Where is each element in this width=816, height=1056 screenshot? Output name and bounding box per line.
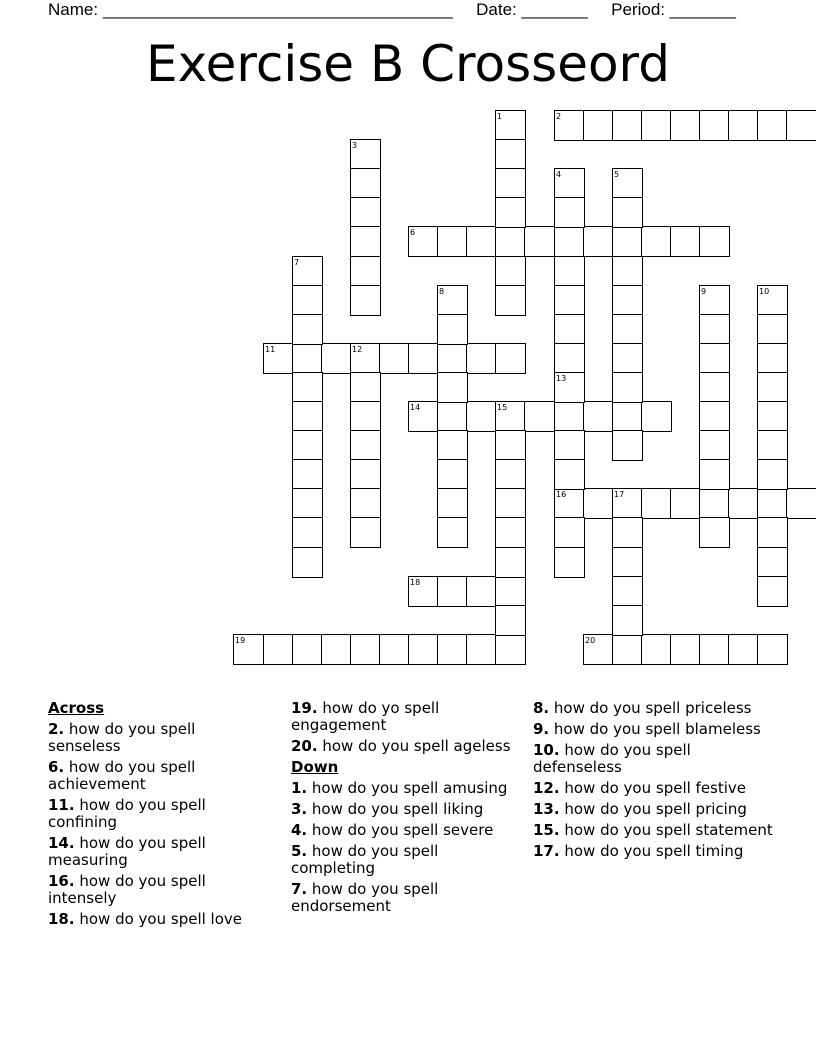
clue-down-15: 15. how do you spell statement (533, 821, 773, 839)
clue-across-16: 16. how do you spell intensely (48, 872, 206, 907)
grid-cell[interactable] (554, 459, 585, 490)
grid-cell[interactable] (437, 517, 468, 548)
clue-number-label: 20 (585, 636, 596, 645)
clue-number-label: 17 (614, 490, 625, 499)
clue-across-6: 6. how do you spell achievement (48, 758, 196, 793)
grid-cell[interactable] (466, 343, 497, 374)
grid-cell[interactable] (583, 401, 614, 432)
grid-cell[interactable] (757, 547, 788, 578)
clue-down-8: 8. how do you spell priceless (533, 699, 752, 717)
grid-cell[interactable] (786, 488, 816, 519)
grid-cell[interactable] (612, 547, 643, 578)
grid-cell[interactable] (699, 517, 730, 548)
grid-cell[interactable] (437, 576, 468, 607)
grid-cell[interactable] (757, 576, 788, 607)
grid-cell[interactable] (641, 401, 672, 432)
clue-across-14: 14. how do you spell measuring (48, 834, 206, 869)
grid-cell[interactable] (495, 168, 526, 199)
period-blank: _______ (669, 0, 736, 19)
grid-cell[interactable] (757, 459, 788, 490)
grid-cell[interactable] (495, 605, 526, 636)
grid-cell[interactable] (292, 488, 323, 519)
grid-cell[interactable] (437, 343, 468, 374)
grid-cell[interactable] (495, 547, 526, 578)
grid-cell[interactable] (524, 226, 555, 257)
grid-cell[interactable] (495, 197, 526, 228)
grid-cell[interactable] (699, 634, 730, 665)
grid-cell[interactable] (495, 634, 526, 665)
grid-cell[interactable] (786, 110, 816, 141)
clue-number-label: 9 (701, 287, 707, 296)
grid-cell[interactable] (612, 285, 643, 316)
grid-cell[interactable] (437, 226, 468, 257)
grid-cell[interactable] (379, 634, 410, 665)
clue-across-11: 11. how do you spell confining (48, 796, 206, 831)
grid-cell[interactable] (583, 226, 614, 257)
clue-across-19: 19. how do yo spell engagement (291, 699, 440, 734)
grid-cell[interactable] (757, 110, 788, 141)
grid-cell[interactable] (466, 401, 497, 432)
clue-number-label: 3 (352, 141, 358, 150)
grid-cell[interactable] (350, 226, 381, 257)
name-blank: _____________________________________ (102, 0, 453, 19)
grid-cell[interactable] (757, 517, 788, 548)
clue-down-7: 7. how do you spell endorsement (291, 880, 439, 915)
down-heading: Down (291, 758, 339, 776)
grid-cell[interactable] (670, 226, 701, 257)
grid-cell[interactable] (554, 285, 585, 316)
grid-cell[interactable] (350, 256, 381, 287)
grid-cell[interactable] (728, 634, 759, 665)
grid-cell[interactable] (612, 430, 643, 461)
grid-cell[interactable] (437, 488, 468, 519)
grid-cell[interactable] (554, 226, 585, 257)
clues-column-2 (291, 700, 521, 919)
grid-cell[interactable] (612, 110, 643, 141)
clue-down-10: 10. how do you spell defenseless (533, 741, 691, 776)
grid-cell[interactable] (757, 314, 788, 345)
grid-cell[interactable] (612, 634, 643, 665)
grid-cell[interactable] (699, 372, 730, 403)
clue-number-label: 14 (410, 403, 421, 412)
grid-cell[interactable] (757, 343, 788, 374)
grid-cell[interactable] (554, 517, 585, 548)
grid-cell[interactable] (292, 547, 323, 578)
grid-cell[interactable] (612, 605, 643, 636)
clue-across-2: 2. how do you spell senseless (48, 720, 196, 755)
clue-down-5: 5. how do you spell completing (291, 842, 439, 877)
clue-number-label: 8 (439, 287, 445, 296)
clue-down-3: 3. how do you spell liking (291, 800, 484, 818)
grid-cell[interactable] (554, 256, 585, 287)
grid-cell[interactable] (554, 197, 585, 228)
grid-cell[interactable] (728, 110, 759, 141)
grid-cell[interactable] (350, 488, 381, 519)
grid-cell[interactable] (757, 372, 788, 403)
clue-number-label: 12 (352, 345, 363, 354)
grid-cell[interactable] (495, 256, 526, 287)
grid-cell[interactable] (292, 285, 323, 316)
clues-column-3 (533, 700, 773, 864)
grid-cell[interactable] (437, 430, 468, 461)
page-title: Exercise B Crosseord (146, 35, 670, 93)
grid-cell[interactable] (612, 401, 643, 432)
grid-cell[interactable] (670, 488, 701, 519)
grid-cell[interactable] (495, 430, 526, 461)
grid-cell[interactable] (670, 110, 701, 141)
grid-cell[interactable] (350, 517, 381, 548)
clue-number-label: 16 (556, 490, 567, 499)
grid-cell[interactable] (292, 401, 323, 432)
grid-cell[interactable] (699, 110, 730, 141)
grid-cell[interactable] (612, 343, 643, 374)
clue-number-label: 10 (759, 287, 770, 296)
grid-cell[interactable] (699, 401, 730, 432)
clue-number-label: 13 (556, 374, 567, 383)
grid-cell[interactable] (699, 430, 730, 461)
date-blank: _______ (521, 0, 588, 19)
clue-down-4: 4. how do you spell severe (291, 821, 494, 839)
grid-cell[interactable] (612, 197, 643, 228)
clue-down-17: 17. how do you spell timing (533, 842, 744, 860)
across-heading: Across (48, 699, 105, 717)
grid-cell[interactable] (437, 634, 468, 665)
grid-cell[interactable] (612, 256, 643, 287)
grid-cell[interactable] (757, 488, 788, 519)
grid-cell[interactable] (350, 634, 381, 665)
grid-cell[interactable] (292, 343, 323, 374)
grid-cell[interactable] (554, 343, 585, 374)
grid-cell[interactable] (554, 314, 585, 345)
grid-cell[interactable] (437, 401, 468, 432)
clues-column-1 (48, 700, 268, 932)
grid-cell[interactable] (350, 430, 381, 461)
grid-cell[interactable] (350, 197, 381, 228)
grid-cell[interactable] (350, 168, 381, 199)
grid-cell[interactable] (292, 372, 323, 403)
grid-cell[interactable] (292, 430, 323, 461)
grid-cell[interactable] (350, 285, 381, 316)
clue-number-label: 6 (410, 228, 416, 237)
clue-down-12: 12. how do you spell festive (533, 779, 747, 797)
grid-cell[interactable] (408, 343, 439, 374)
grid-cell[interactable] (495, 459, 526, 490)
grid-cell[interactable] (466, 226, 497, 257)
grid-cell[interactable] (583, 488, 614, 519)
clue-number-label: 1 (497, 112, 503, 121)
grid-cell[interactable] (408, 634, 439, 665)
grid-cell[interactable] (554, 547, 585, 578)
clue-number-label: 19 (235, 636, 246, 645)
grid-cell[interactable] (699, 226, 730, 257)
grid-cell[interactable] (699, 459, 730, 490)
grid-cell[interactable] (757, 401, 788, 432)
grid-cell[interactable] (554, 401, 585, 432)
grid-cell[interactable] (699, 343, 730, 374)
grid-cell[interactable] (437, 459, 468, 490)
clue-number-label: 2 (556, 112, 562, 121)
clue-number-label: 7 (294, 258, 300, 267)
grid-cell[interactable] (728, 488, 759, 519)
grid-cell[interactable] (612, 576, 643, 607)
clue-number-label: 15 (497, 403, 508, 412)
grid-cell[interactable] (437, 372, 468, 403)
date-label: Date: (476, 0, 517, 19)
clue-down-9: 9. how do you spell blameless (533, 720, 761, 738)
grid-cell[interactable] (757, 430, 788, 461)
grid-cell[interactable] (495, 139, 526, 170)
period-label: Period: (611, 0, 666, 19)
grid-cell[interactable] (292, 634, 323, 665)
grid-cell[interactable] (350, 401, 381, 432)
grid-cell[interactable] (495, 576, 526, 607)
grid-cell[interactable] (699, 488, 730, 519)
grid-cell[interactable] (263, 634, 294, 665)
grid-cell[interactable] (641, 110, 672, 141)
grid-cell[interactable] (321, 634, 352, 665)
grid-cell[interactable] (350, 459, 381, 490)
grid-cell[interactable] (612, 372, 643, 403)
grid-cell[interactable] (466, 634, 497, 665)
clue-down-1: 1. how do you spell amusing (291, 779, 508, 797)
grid-cell[interactable] (757, 634, 788, 665)
grid-cell[interactable] (292, 314, 323, 345)
clue-across-20: 20. how do you spell ageless (291, 737, 511, 755)
grid-cell[interactable] (495, 343, 526, 374)
grid-cell[interactable] (495, 285, 526, 316)
grid-cell[interactable] (350, 372, 381, 403)
clue-number-label: 11 (265, 345, 276, 354)
grid-cell[interactable] (466, 576, 497, 607)
grid-cell[interactable] (437, 314, 468, 345)
grid-cell[interactable] (292, 459, 323, 490)
grid-cell[interactable] (641, 226, 672, 257)
grid-cell[interactable] (495, 517, 526, 548)
clue-number-label: 5 (614, 170, 620, 179)
grid-cell[interactable] (641, 634, 672, 665)
grid-cell[interactable] (321, 343, 352, 374)
grid-cell[interactable] (670, 634, 701, 665)
grid-cell[interactable] (495, 488, 526, 519)
grid-cell[interactable] (495, 226, 526, 257)
clue-across-18: 18. how do you spell love (48, 910, 242, 928)
name-label: Name: (48, 0, 99, 19)
grid-cell[interactable] (292, 517, 323, 548)
grid-cell[interactable] (641, 488, 672, 519)
clue-number-label: 4 (556, 170, 562, 179)
grid-cell[interactable] (612, 226, 643, 257)
grid-cell[interactable] (554, 430, 585, 461)
clue-down-13: 13. how do you spell pricing (533, 800, 747, 818)
grid-cell[interactable] (583, 110, 614, 141)
grid-cell[interactable] (612, 517, 643, 548)
clue-number-label: 18 (410, 578, 421, 587)
grid-cell[interactable] (379, 343, 410, 374)
grid-cell[interactable] (524, 401, 555, 432)
grid-cell[interactable] (699, 314, 730, 345)
grid-cell[interactable] (612, 314, 643, 345)
